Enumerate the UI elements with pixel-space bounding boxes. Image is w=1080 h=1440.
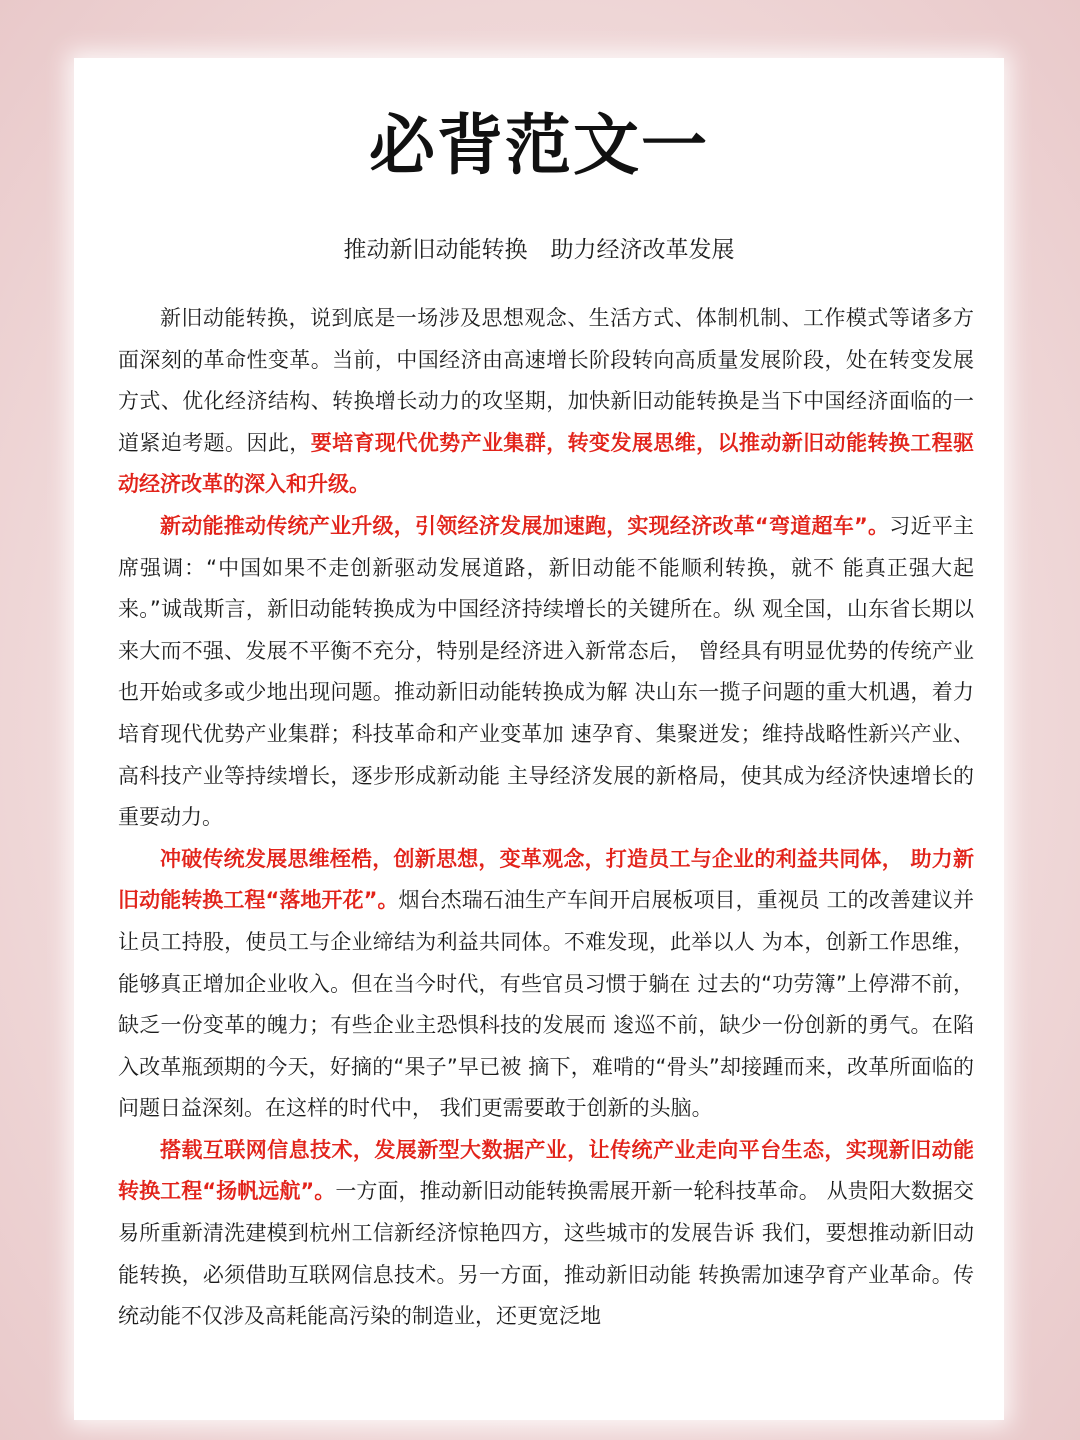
- document-subtitle: 推动新旧动能转换 助力经济改革发展: [343, 237, 735, 263]
- paragraph-highlight: 冲破传统发展思维桎梏，创新思想，变革观念，打造员工与企业的利益共同体， 助力新旧动能转换工程“落地开花”。: [118, 846, 974, 913]
- document-title: 必背范文一: [369, 107, 709, 184]
- paragraph: [118, 839, 974, 1130]
- paragraph-text: 习近平主席强调：“中国如果不走创新驱动发展道路，新旧动能不能顺利转换，就不 能真正强大起来。”诚哉斯言，新旧动能转换成为中国经济持续增长的关键所在。纵 观全国，山东省长期以来大而不强、发展不平衡不充分，特别是经济进入新常态后， 曾经具有明显优势的传统产业也开始或多或少地出现问题。推动新旧动能转换成为解 决山东一揽子问题的重大机遇，着力培育现代优势产业集群；科技革命和产业变革加 速孕育、集聚迸发；维持战略性新兴产业、高科技产业等持续增长，逐步形成新动能 主导经济发展的新格局，使其成为经济快速增长的重要动力。: [118, 513, 974, 830]
- document-body: [118, 298, 974, 1338]
- document-page: [74, 58, 1004, 1420]
- paragraph-highlight: 搭载互联网信息技术，发展新型大数据产业，让传统产业走向平台生态，实现新旧动能转换工程“扬帆远航”。: [118, 1137, 974, 1204]
- paragraph: [118, 298, 974, 506]
- paragraph-highlight: 新动能推动传统产业升级，引领经济发展加速跑，实现经济改革“弯道超车”。: [160, 513, 890, 538]
- paragraph: [118, 1130, 974, 1338]
- paragraph-text: 一方面，推动新旧动能转换需展开新一轮科技革命。 从贵阳大数据交易所重新清洗建模到杭州工信新经济惊艳四方，这些城市的发展告诉 我们，要想推动新旧动能转换，必须借助互联网信息技术。另一方面，推动新旧动能 转换需加速孕育产业革命。传统动能不仅涉及高耗能高污染的制造业，还更宽泛地: [118, 1179, 974, 1329]
- paragraph-highlight: 要培育现代优势产业集群，转变发展思维，以推动新旧动能转换工程驱动经济改革的深入和升级。: [118, 430, 975, 497]
- paragraph-text: 烟台杰瑞石油生产车间开启展板项目，重视员 工的改善建议并让员工持股，使员工与企业缔结为利益共同体。不难发现，此举以人 为本，创新工作思维，能够真正增加企业收入。但在当今时代，有些官员习惯于躺在 过去的“功劳簿”上停滞不前，缺乏一份变革的魄力；有些企业主恐惧科技的发展而 逡巡不前，缺少一份创新的勇气。在陷入改革瓶颈期的今天，好摘的“果子”早已被 摘下，难啃的“骨头”却接踵而来，改革所面临的问题日益深刻。在这样的时代中， 我们更需要敢于创新的头脑。: [118, 888, 974, 1121]
- paragraph: [118, 506, 974, 839]
- paragraph-text: 新旧动能转换，说到底是一场涉及思想观念、生活方式、体制机制、工作模式等诸多方面深刻的革命性变革。当前，中国经济由高速增长阶段转向高质量发展阶段，处在转变发展方式、优化经济结构、转换增长动力的攻坚期，加快新旧动能转换是当下中国经济面临的一道紧迫考题。因此，: [118, 306, 974, 455]
